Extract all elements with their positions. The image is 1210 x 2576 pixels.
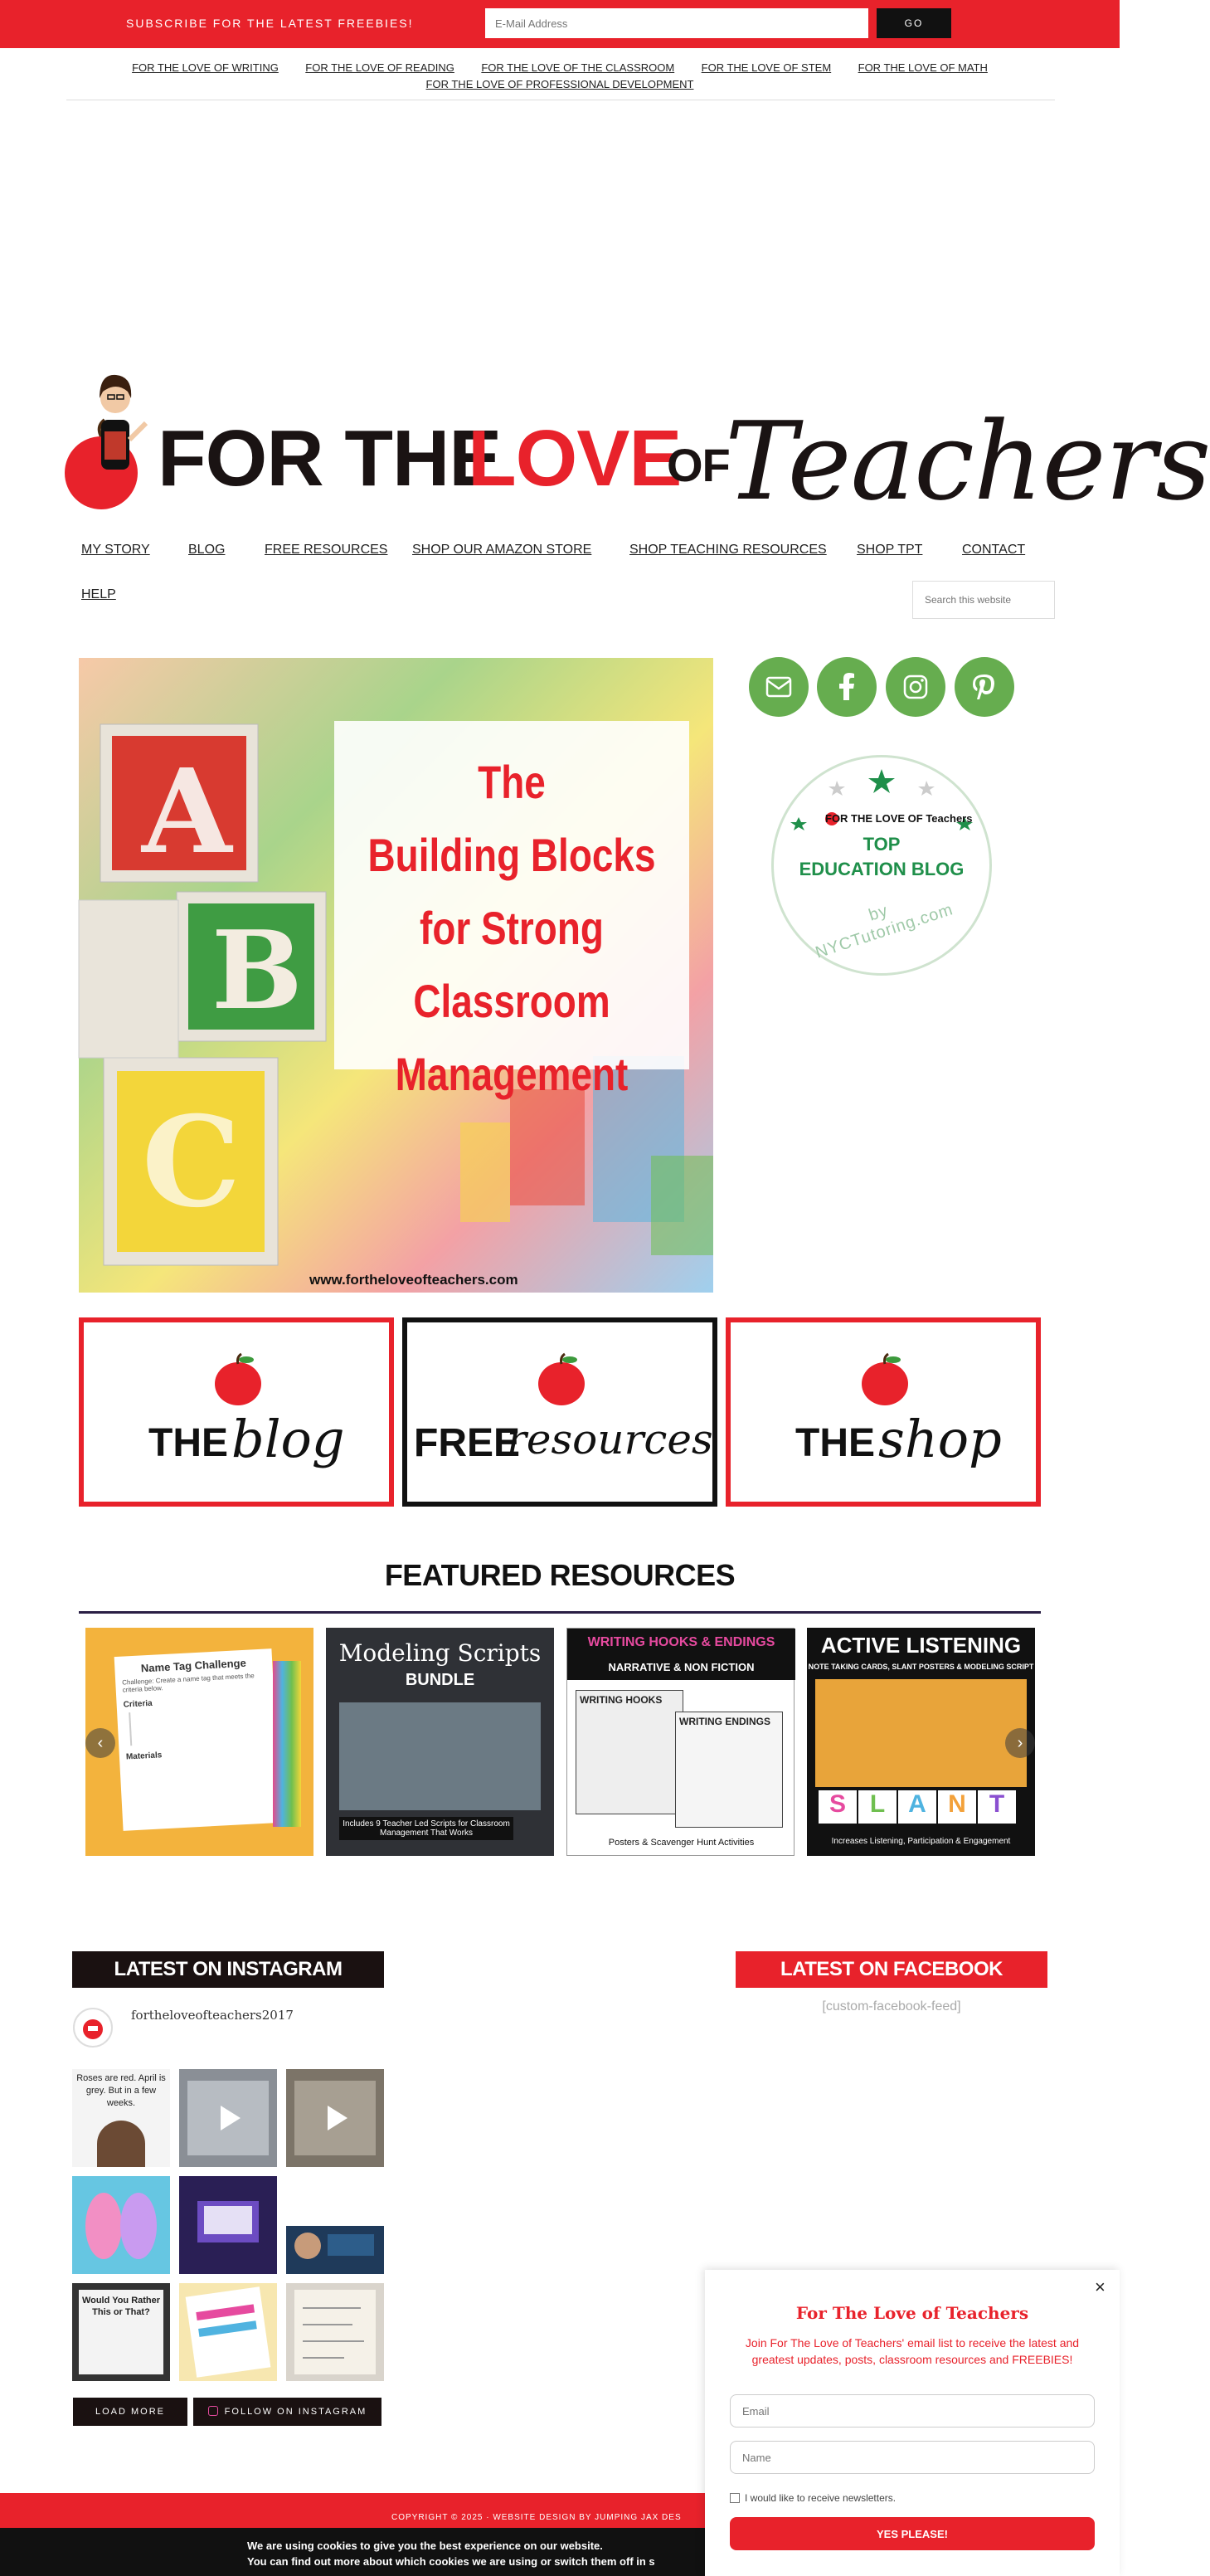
featured-title: FEATURED RESOURCES	[384, 1558, 736, 1592]
teacher-on-apple-icon	[61, 365, 161, 523]
logo-text-of: OF	[667, 439, 730, 491]
pinterest-icon[interactable]	[955, 657, 1014, 717]
category-bold-text: THE	[148, 1421, 228, 1465]
subnav-item-writing[interactable]: FOR THE LOVE OF WRITING	[132, 61, 279, 74]
badge-brand: FOR THE LOVE OF Teachers	[825, 812, 973, 825]
instagram-post-text: Would You Rather This or That?	[81, 2296, 161, 2317]
card-footer: Includes 9 Teacher Led Scripts for Classroom Management That Works	[339, 1817, 513, 1840]
card-title: ACTIVE LISTENING	[820, 1633, 1022, 1658]
card-lines	[129, 1705, 270, 1746]
popup-description: Join For The Love of Teachers' email list to receive the latest and greatest updates, posts, classroom resources and FREEBIES!	[745, 2336, 1080, 2366]
play-icon	[286, 2069, 384, 2167]
hero-title-line: for Strong	[420, 902, 604, 954]
card-title: Name Tag Challenge	[140, 1656, 247, 1675]
subscribe-go-button[interactable]: GO	[877, 8, 951, 38]
apple-icon	[537, 1352, 586, 1405]
hero-title-line: Building Blocks	[367, 829, 656, 881]
instagram-post[interactable]	[179, 2176, 277, 2274]
slant-letter: A	[898, 1790, 936, 1824]
close-icon[interactable]: ×	[1095, 2277, 1106, 2297]
slant-letter: L	[858, 1790, 897, 1824]
subnav-item-math[interactable]: FOR THE LOVE OF MATH	[858, 61, 988, 74]
subscribe-label: SUBSCRIBE FOR THE LATEST FREEBIES!	[126, 17, 414, 30]
instagram-icon	[208, 2406, 218, 2416]
facebook-feed-placeholder: [custom-facebook-feed]	[822, 1999, 961, 2014]
nav-item-shop-tpt[interactable]: SHOP TPT	[857, 543, 923, 557]
search-input[interactable]	[912, 581, 1055, 619]
category-bold-text: THE	[795, 1421, 875, 1465]
card-preview-grid	[339, 1702, 541, 1810]
top-education-blog-badge	[771, 755, 992, 976]
instagram-post[interactable]	[286, 2176, 384, 2274]
divider	[79, 1611, 1041, 1614]
newsletter-checkbox[interactable]	[730, 2492, 896, 2504]
category-box-blog[interactable]	[79, 1317, 394, 1507]
category-script-text: blog	[231, 1409, 345, 1469]
newsletter-popup	[705, 2270, 1120, 2576]
subnav-item-classroom[interactable]: FOR THE LOVE OF THE CLASSROOM	[481, 61, 675, 74]
instagram-post[interactable]	[72, 2283, 170, 2381]
hero-title-line: Classroom	[413, 975, 610, 1027]
nav-item-contact[interactable]: CONTACT	[962, 543, 1026, 557]
instagram-post-text: Roses are red. April is grey. But in a few weeks.	[76, 2073, 166, 2108]
pencils-decor	[273, 1661, 301, 1827]
block-letter-a: A	[142, 744, 232, 880]
checkbox-label: I would like to receive newsletters.	[745, 2492, 897, 2504]
slant-letter: N	[938, 1790, 976, 1824]
logo-text-for-the: FOR THE	[158, 414, 502, 503]
hero-title-panel	[334, 721, 689, 1100]
instagram-follow-label: FOLLOW ON INSTAGRAM	[224, 2407, 367, 2417]
checkbox-box[interactable]	[730, 2493, 740, 2503]
category-script-text: resources	[507, 1415, 713, 1463]
badge-education-blog: EDUCATION BLOG	[799, 859, 965, 879]
category-bold-text: FREE	[414, 1421, 521, 1465]
nav-item-amazon-store[interactable]: SHOP OUR AMAZON STORE	[412, 543, 592, 557]
popup-name-input[interactable]	[730, 2441, 1095, 2474]
cookie-line-2: You can find out more about which cookies we are using or switch them off in s	[247, 2555, 655, 2568]
subnav-item-reading[interactable]: FOR THE LOVE OF READING	[305, 61, 454, 74]
block-letter-c: C	[142, 1089, 241, 1235]
email-icon[interactable]	[749, 657, 809, 717]
nav-item-free-resources[interactable]: FREE RESOURCES	[265, 543, 388, 557]
card-inner-hooks: WRITING HOOKS	[576, 1690, 683, 1814]
nav-item-teaching-resources[interactable]: SHOP TEACHING RESOURCES	[629, 543, 827, 557]
nav-item-help[interactable]: HELP	[81, 587, 116, 601]
apple-icon	[213, 1352, 263, 1405]
featured-card-active-listening[interactable]	[807, 1628, 1035, 1856]
nav-item-my-story[interactable]: MY STORY	[81, 543, 150, 557]
card-preview	[815, 1679, 1027, 1787]
card-subtitle: BUNDLE	[405, 1671, 475, 1689]
facebook-icon[interactable]	[817, 657, 877, 717]
instagram-post[interactable]	[72, 2069, 170, 2167]
slant-letters	[819, 1790, 1026, 1827]
subscribe-bar	[0, 0, 1120, 48]
card-footer: Increases Listening, Participation & Engagement	[831, 1837, 1011, 1846]
logo-text-love: LOVE	[468, 414, 682, 503]
card-criteria-label: Criteria	[123, 1698, 153, 1710]
card-subtitle: Challenge: Create a name tag that meets the criteria below.	[122, 1672, 255, 1694]
hero-title-line: Management	[395, 1048, 629, 1100]
subnav-item-stem[interactable]: FOR THE LOVE OF STEM	[701, 61, 832, 74]
card-footer: Posters & Scavenger Hunt Activities	[608, 1838, 755, 1848]
instagram-follow-button[interactable]	[193, 2398, 381, 2426]
badge-top: TOP	[863, 834, 901, 855]
block-letter-b: B	[211, 907, 303, 1034]
instagram-post[interactable]	[286, 2283, 384, 2381]
badge-by: by NYCTutoring.com	[813, 900, 956, 962]
popup-email-input[interactable]	[730, 2394, 1095, 2427]
featured-card-modeling-scripts[interactable]	[326, 1628, 554, 1856]
card-materials-label: Materials	[125, 1751, 163, 1762]
apple-icon	[860, 1352, 910, 1405]
instagram-post[interactable]	[179, 2283, 277, 2381]
instagram-avatar[interactable]	[73, 2008, 113, 2048]
carousel-prev-button[interactable]: ‹	[85, 1728, 115, 1758]
nav-item-blog[interactable]: BLOG	[188, 543, 226, 557]
instagram-username[interactable]: fortheloveofteachers2017	[131, 2008, 294, 2023]
category-box-shop[interactable]	[726, 1317, 1041, 1507]
instagram-section-title: LATEST ON INSTAGRAM	[72, 1951, 384, 1988]
hero-url: www.fortheloveofteachers.com	[309, 1272, 518, 1288]
carousel-next-button[interactable]: ›	[1005, 1728, 1035, 1758]
card-title: WRITING HOOKS & ENDINGS	[567, 1629, 795, 1657]
instagram-icon[interactable]	[886, 657, 945, 717]
card-title: Modeling Scripts	[338, 1639, 542, 1667]
slant-letter: S	[819, 1790, 857, 1824]
site-logo[interactable]	[61, 365, 1210, 524]
subnav-item-professional-development[interactable]: FOR THE LOVE OF PROFESSIONAL DEVELOPMENT	[425, 78, 694, 90]
logo-text-teachers: Teachers	[725, 398, 1210, 524]
featured-card-name-tag[interactable]	[85, 1628, 313, 1856]
instagram-load-more-button[interactable]: LOAD MORE	[73, 2398, 187, 2426]
category-script-text: shop	[878, 1409, 1002, 1469]
copyright-text: COPYRIGHT © 2025 · WEBSITE DESIGN BY JUMPING JAX DES	[391, 2513, 682, 2522]
hero-title-line: The	[478, 756, 546, 808]
card-inner-endings: WRITING ENDINGS	[675, 1712, 783, 1828]
category-nav	[0, 60, 1120, 93]
category-box-free-resources[interactable]	[402, 1317, 717, 1507]
popup-title: For The Love of Teachers	[795, 2303, 1029, 2323]
cookie-line-1: We are using cookies to give you the best experience on our website.	[247, 2539, 603, 2552]
instagram-post[interactable]	[72, 2176, 170, 2274]
play-icon	[179, 2069, 277, 2167]
card-subtitle: NOTE TAKING CARDS, SLANT POSTERS & MODELING SCRIPT	[808, 1663, 1034, 1671]
card-paper	[114, 1648, 281, 1831]
person-photo	[97, 2121, 145, 2167]
instagram-post-video[interactable]	[179, 2069, 277, 2167]
slant-letter: T	[978, 1790, 1016, 1824]
popup-submit-button[interactable]: YES PLEASE!	[730, 2517, 1095, 2550]
card-subtitle: NARRATIVE & NON FICTION	[567, 1657, 795, 1680]
instagram-post-video[interactable]	[286, 2069, 384, 2167]
subscribe-email-input[interactable]	[485, 8, 868, 38]
featured-card-writing-hooks[interactable]	[566, 1628, 795, 1856]
hero-image[interactable]	[79, 658, 713, 1293]
facebook-section-title: LATEST ON FACEBOOK	[736, 1951, 1047, 1988]
